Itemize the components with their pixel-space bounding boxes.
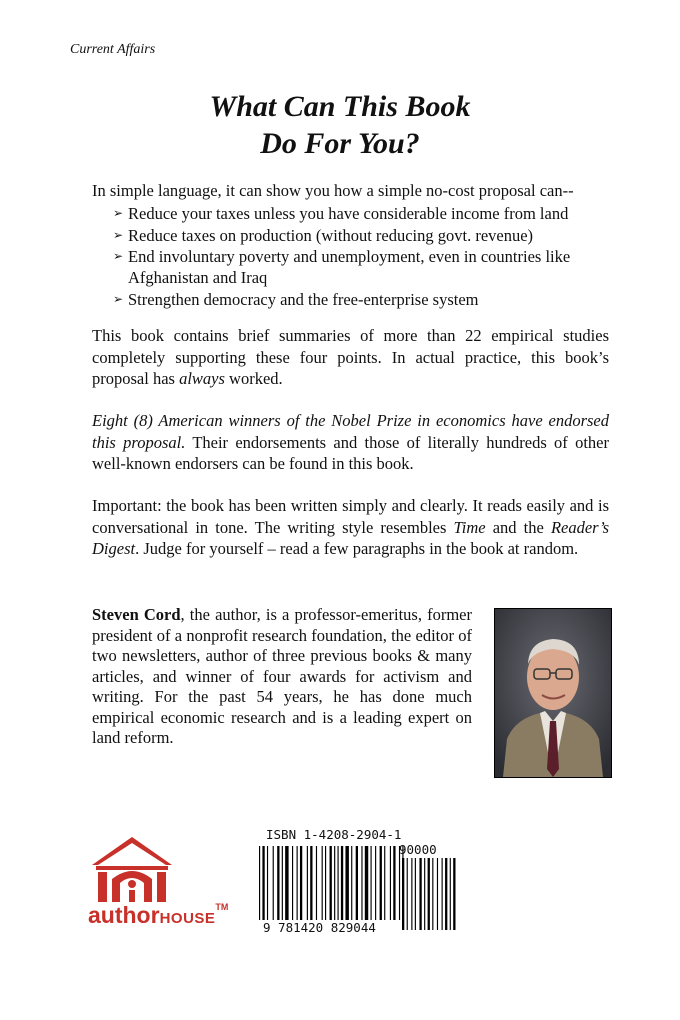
barcode-bar bbox=[282, 846, 283, 920]
intro-text: In simple language, it can show you how a simple no-cost proposal can-- bbox=[92, 181, 574, 200]
barcode-bar bbox=[316, 846, 317, 920]
barcode-addon-bar bbox=[442, 858, 443, 930]
barcode-bar bbox=[330, 846, 332, 920]
barcode-bar bbox=[310, 846, 312, 920]
barcode-addon-bar bbox=[407, 858, 408, 930]
arrow-bullet-icon: ➢ bbox=[113, 206, 124, 220]
barcode-bar bbox=[361, 846, 362, 920]
barcode-addon-bar bbox=[415, 858, 416, 930]
barcode-addon-bar bbox=[432, 858, 433, 930]
book-title bbox=[0, 88, 680, 162]
paragraph-studies: This book contains brief summaries of more than 22 empirical studies completely supporting these four points. In actual practice, this book’s proposal has always worked. bbox=[92, 326, 609, 388]
barcode-addon-bar bbox=[450, 858, 451, 930]
barcode-bar bbox=[277, 846, 279, 920]
arrow-bullet-icon: ➢ bbox=[113, 249, 124, 263]
barcode-bar bbox=[334, 846, 335, 920]
barcode-bar bbox=[384, 846, 385, 920]
bullet-item: ➢ End involuntary poverty and unemployment, even in countries like Afghanistan and Iraq bbox=[113, 247, 571, 287]
barcode-addon-bar bbox=[402, 858, 404, 930]
barcode-bar bbox=[267, 846, 268, 920]
barcode-bar bbox=[393, 846, 395, 920]
barcode-digits: 9 781420 829044 bbox=[263, 920, 376, 935]
barcode-bar bbox=[399, 846, 400, 920]
bullet-item: ➢ Strengthen democracy and the free-enterprise system bbox=[113, 289, 479, 309]
bullet-list bbox=[113, 203, 603, 310]
barcode-bar bbox=[259, 846, 260, 920]
barcode-addon-bar bbox=[437, 858, 438, 930]
barcode-bar bbox=[273, 846, 274, 920]
barcode-bar bbox=[325, 846, 326, 920]
barcode-bar bbox=[262, 846, 264, 920]
barcode-bar bbox=[341, 846, 343, 920]
author-portrait-image bbox=[495, 609, 611, 777]
barcode-bar bbox=[365, 846, 368, 920]
barcode-bar bbox=[285, 846, 288, 920]
barcode-addon-bar bbox=[419, 858, 421, 930]
barcode-bar bbox=[300, 846, 302, 920]
barcode-bar bbox=[345, 846, 348, 920]
author-name: Steven Cord bbox=[92, 605, 181, 624]
author-photo bbox=[494, 608, 612, 778]
barcode-bar bbox=[351, 846, 352, 920]
barcode-addon-bar bbox=[424, 858, 425, 930]
barcode-bar bbox=[322, 846, 323, 920]
barcode-bar bbox=[307, 846, 308, 920]
paragraph-endorsements: Eight (8) American winners of the Nobel Prize in economics have endorsed this proposal. Their endorsements and those of literally hundreds of other well-known endorsers can be found in this book. bbox=[92, 411, 609, 473]
arrow-bullet-icon: ➢ bbox=[113, 227, 124, 242]
barcode-bar bbox=[375, 846, 376, 920]
barcode-bar bbox=[292, 846, 293, 920]
bullet-item: ➢ Reduce taxes on production (without reducing govt. revenue) bbox=[113, 225, 534, 245]
title-line-2: Do For You? bbox=[260, 127, 420, 160]
barcode-bar bbox=[338, 846, 339, 920]
barcode-addon-bar bbox=[428, 858, 430, 930]
barcode-bar bbox=[356, 846, 358, 920]
paragraph-style: Important: the book has been written simply and clearly. It reads easily and is conversational in tone. The writing style resembles Time and the Reader’s Digest. Judge for yourself – read a few paragraphs in the book at random. bbox=[92, 496, 609, 558]
barcode-addon-bar bbox=[411, 858, 412, 930]
publisher-wordmark: authorHOUSE™ bbox=[88, 902, 229, 928]
barcode-addon-bar bbox=[453, 858, 455, 930]
category-label: Current Affairs bbox=[70, 42, 156, 57]
author-bio: Steven Cord, the author, is a professor-emeritus, former president of a nonprofit research foundation, the editor of two newsletters, author of three previous books & many articles, and winner of four awards for activism and writing. For the past 54 years, he has done much empirical economic research and is a leading expert on land reform. bbox=[92, 605, 472, 747]
barcode-bar bbox=[371, 846, 372, 920]
arrow-bullet-icon: ➢ bbox=[113, 291, 124, 306]
isbn-text: ISBN 1-4208-2904-1 bbox=[266, 827, 402, 842]
barcode-bar bbox=[380, 846, 382, 920]
title-line-1: What Can This Book bbox=[209, 90, 471, 123]
price-code: 90000 bbox=[399, 842, 437, 857]
barcode-bar bbox=[390, 846, 391, 920]
barcode-bar bbox=[297, 846, 298, 920]
bullet-item: ➢ Reduce your taxes unless you have considerable income from land bbox=[113, 204, 569, 223]
barcode-addon-bar bbox=[445, 858, 447, 930]
